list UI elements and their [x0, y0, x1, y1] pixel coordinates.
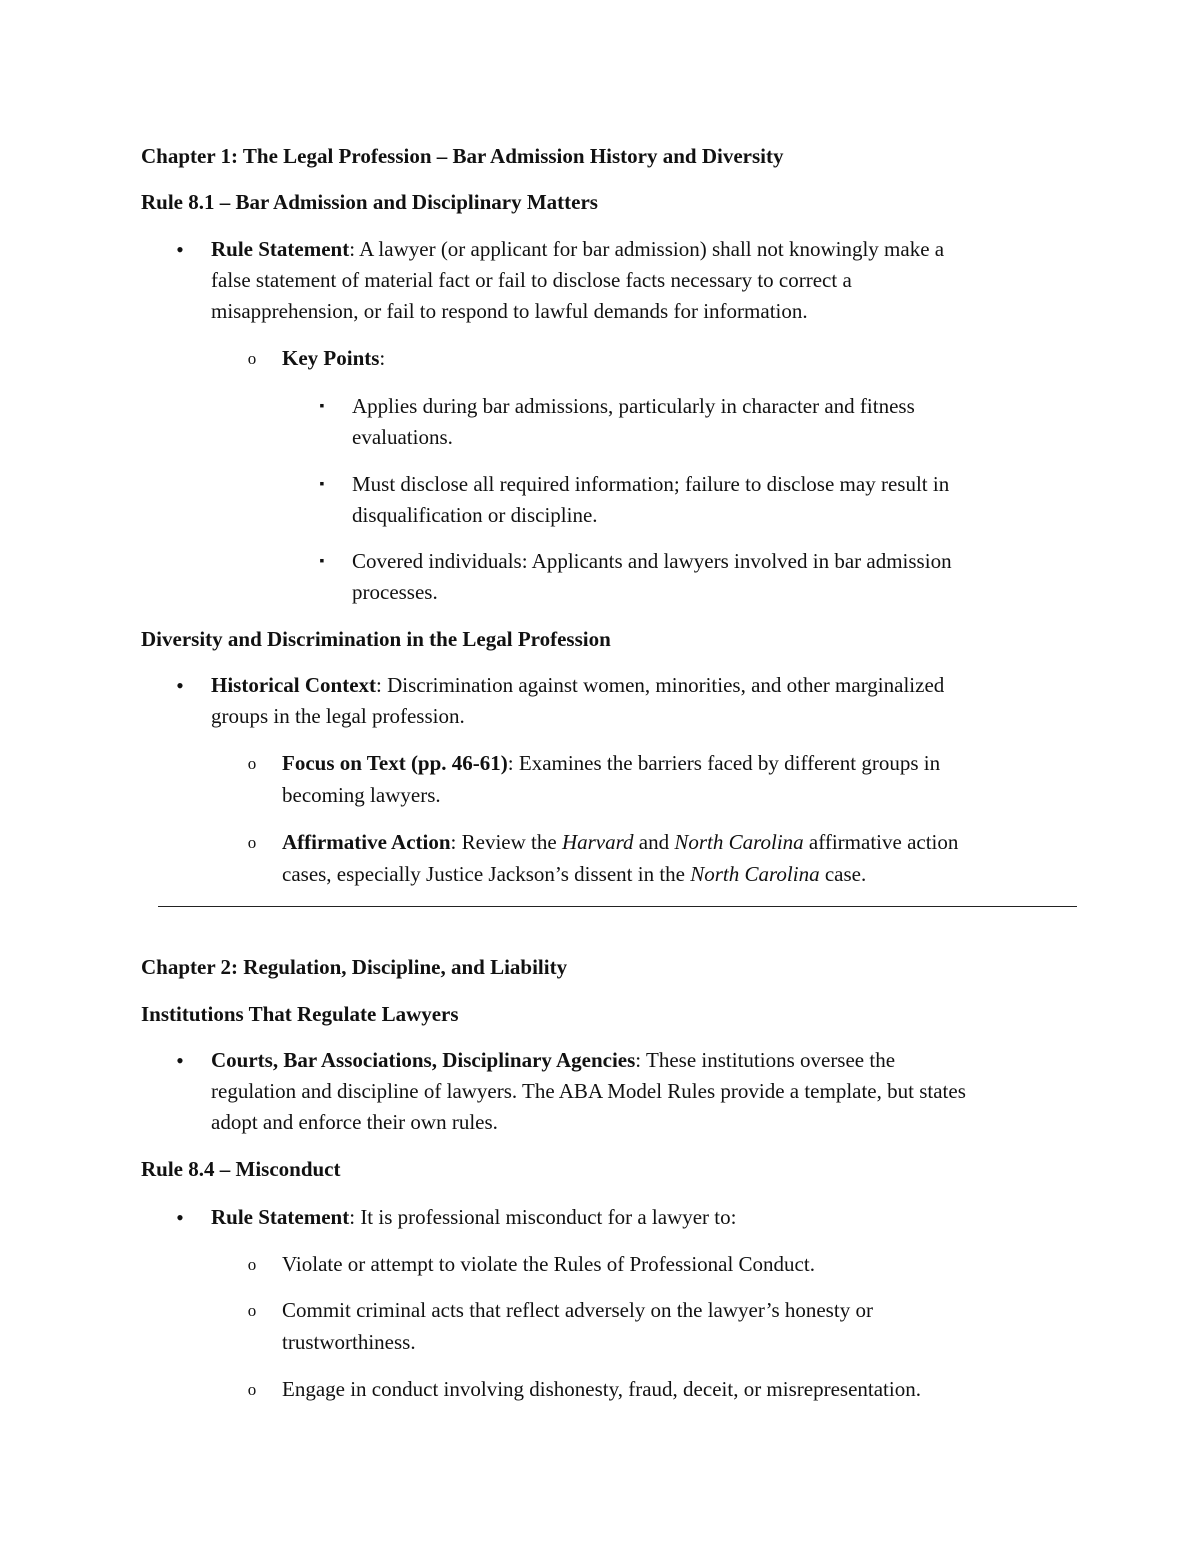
bullet-level-2: o: [247, 1255, 257, 1274]
rule-8-1-statement-line-1: Rule Statement: A lawyer (or applicant for bar admission) shall not knowingly make a: [211, 237, 945, 261]
bullet-level-3: ▪: [319, 399, 325, 414]
focus-on-text-line-2: becoming lawyers.: [282, 783, 441, 807]
key-point-2-line-1: Must disclose all required information; failure to disclose may result in: [352, 472, 950, 496]
bullet-level-2: o: [247, 754, 257, 773]
focus-on-text-line-1: Focus on Text (pp. 46-61): Examines the barriers faced by different groups in: [282, 751, 941, 775]
misconduct-item-1: Violate or attempt to violate the Rules of Professional Conduct.: [282, 1252, 815, 1276]
rule-8-1-statement-line-3: misapprehension, or fail to respond to lawful demands for information.: [211, 299, 808, 323]
bullet-level-2: o: [247, 833, 257, 852]
diversity-heading: Diversity and Discrimination in the Legal Profession: [141, 627, 611, 651]
rule-8-1-statement-line-2: false statement of material fact or fail to disclose facts necessary to correct a: [211, 268, 852, 292]
historical-context-label: Historical Context: [211, 673, 377, 697]
key-point-3-line-1: Covered individuals: Applicants and lawyers involved in bar admission: [352, 549, 952, 573]
key-point-1-line-1: Applies during bar admissions, particularly in character and fitness: [352, 394, 915, 418]
misconduct-item-3: Engage in conduct involving dishonesty, fraud, deceit, or misrepresentation.: [282, 1377, 921, 1401]
rule-8-4-heading: Rule 8.4 – Misconduct: [141, 1157, 341, 1181]
focus-on-text-label: Focus on Text (pp. 46-61): [282, 751, 508, 775]
rule-8-1-heading: Rule 8.1 – Bar Admission and Disciplinary Matters: [141, 190, 598, 214]
key-point-2-line-2: disqualification or discipline.: [352, 503, 598, 527]
bullet-level-1: •: [176, 673, 184, 698]
affirmative-action-label: Affirmative Action: [282, 830, 451, 854]
key-points-label: Key Points:: [282, 346, 386, 370]
section-divider: [158, 906, 1077, 907]
misconduct-item-2-line-2: trustworthiness.: [282, 1330, 416, 1354]
key-point-1-line-2: evaluations.: [352, 425, 453, 449]
bullet-level-2: o: [247, 349, 257, 368]
institutions-line-2: regulation and discipline of lawyers. The ABA Model Rules provide a template, but states: [211, 1079, 966, 1103]
bullet-level-3: ▪: [319, 477, 325, 492]
bullet-level-1: •: [176, 237, 184, 262]
affirmative-action-line-1: Affirmative Action: Review the Harvard and North Carolina affirmative action: [282, 830, 959, 854]
bullet-level-1: •: [176, 1205, 184, 1230]
chapter-2-title: Chapter 2: Regulation, Discipline, and Liability: [141, 955, 568, 979]
affirmative-action-line-2: cases, especially Justice Jackson’s dissent in the North Carolina case.: [282, 862, 867, 886]
key-point-3-line-2: processes.: [352, 580, 438, 604]
rule-statement-label: Rule Statement: [211, 237, 350, 261]
misconduct-item-2-line-1: Commit criminal acts that reflect adversely on the lawyer’s honesty or: [282, 1298, 873, 1322]
rule-8-4-statement: Rule Statement: It is professional misconduct for a lawyer to:: [211, 1205, 737, 1229]
chapter-1-title: Chapter 1: The Legal Profession – Bar Admission History and Diversity: [141, 144, 784, 168]
bullet-level-1: •: [176, 1048, 184, 1073]
institutions-line-3: adopt and enforce their own rules.: [211, 1110, 498, 1134]
rule-statement-label: Rule Statement: [211, 1205, 350, 1229]
institutions-heading: Institutions That Regulate Lawyers: [141, 1002, 459, 1026]
institutions-label: Courts, Bar Associations, Disciplinary Agencies: [211, 1048, 636, 1072]
institutions-line-1: Courts, Bar Associations, Disciplinary Agencies: These institutions oversee the: [211, 1048, 896, 1072]
bullet-level-2: o: [247, 1380, 257, 1399]
historical-context-line-2: groups in the legal profession.: [211, 704, 465, 728]
bullet-level-2: o: [247, 1301, 257, 1320]
bullet-level-3: ▪: [319, 554, 325, 569]
historical-context-line-1: Historical Context: Discrimination against women, minorities, and other marginalized: [211, 673, 945, 697]
